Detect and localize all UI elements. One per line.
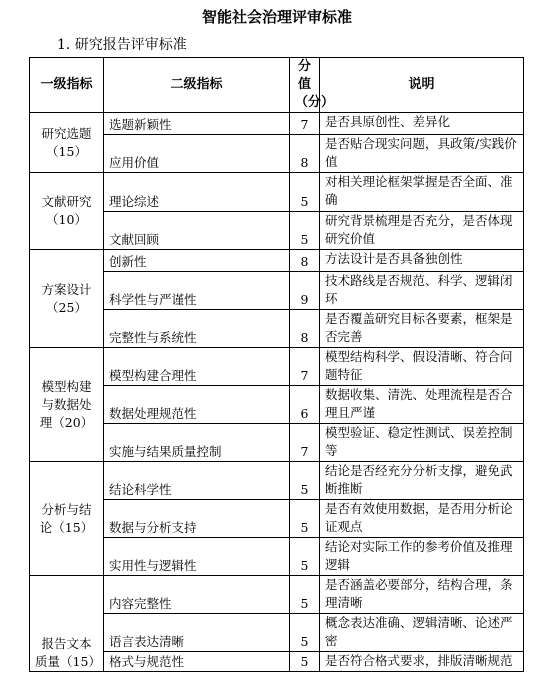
- score-cell: 8: [290, 250, 320, 272]
- level1-label: （15）: [46, 143, 87, 159]
- score-cell: 6: [290, 386, 320, 424]
- header-level1: 一级指标: [30, 58, 104, 113]
- desc-cell: 是否符合格式要求，排版清晰规范: [320, 652, 524, 672]
- desc-cell: 数据收集、清洗、处理流程是否合理且严谨: [320, 386, 524, 424]
- table-row: [30, 614, 524, 652]
- table-row: [30, 424, 524, 462]
- level2-cell: 理论综述: [104, 173, 290, 212]
- table-row: [30, 113, 524, 135]
- desc-cell: 对相关理论框架掌握是否全面、准确: [320, 173, 524, 212]
- level1-cell: [30, 576, 104, 672]
- desc-cell: 是否具原创性、差异化: [320, 113, 524, 135]
- level1-label: 研究选题: [41, 125, 92, 141]
- level2-cell: 数据处理规范性: [104, 386, 290, 424]
- level2-cell: 数据与分析支持: [104, 500, 290, 538]
- table-row: [30, 652, 524, 672]
- level2-cell: 完整性与系统性: [104, 310, 290, 348]
- score-cell: 8: [290, 310, 320, 348]
- score-cell: 7: [290, 113, 320, 135]
- level1-label: （25）: [46, 299, 87, 315]
- level1-label: 文献研究: [41, 194, 92, 209]
- desc-cell: 是否有效使用数据，是否用分析论证观点: [320, 500, 524, 538]
- table-header-row: [30, 58, 524, 113]
- score-cell: 5: [290, 173, 320, 212]
- level2-cell: 实施与结果质量控制: [104, 424, 290, 462]
- level2-cell: 科学性与严谨性: [104, 272, 290, 310]
- level1-label: 分析与结: [41, 501, 92, 517]
- header-score: [290, 58, 335, 113]
- desc-cell: 是否覆盖研究目标各要素，框架是否完善: [320, 310, 524, 348]
- table-row: [30, 272, 524, 310]
- level2-cell: 语言表达清晰: [104, 614, 290, 652]
- score-cell: 8: [290, 135, 320, 173]
- score-cell: 7: [290, 348, 320, 386]
- score-cell: 5: [290, 212, 320, 250]
- level1-label: 理（20）: [39, 414, 94, 430]
- level1-cell: [30, 173, 104, 250]
- level2-cell: 应用价值: [104, 135, 290, 173]
- level2-cell: 实用性与逻辑性: [104, 538, 290, 576]
- section-heading: 1. 研究报告评审标准: [57, 37, 187, 53]
- level2-cell: 内容完整性: [104, 576, 290, 614]
- score-cell: 7: [290, 424, 320, 462]
- level2-cell: 文献回顾: [104, 212, 290, 250]
- table-row: [30, 212, 524, 250]
- desc-cell: 概念表达准确、逻辑清晰、论述严密: [320, 614, 524, 652]
- level1-cell: [30, 462, 104, 576]
- level1-label: 与数据处: [41, 396, 92, 412]
- score-cell: 5: [290, 576, 320, 614]
- table-row: [30, 135, 524, 173]
- desc-cell: 结论是否经充分分析支撑，避免武断推断: [320, 462, 524, 500]
- score-cell: 5: [290, 538, 320, 576]
- table-row: [30, 462, 524, 500]
- desc-cell: 模型验证、稳定性测试、误差控制等: [320, 424, 524, 462]
- level1-cell: [30, 113, 104, 173]
- level2-cell: 结论科学性: [104, 462, 290, 500]
- header-score-line2: （分）: [295, 95, 335, 110]
- table-row: [30, 310, 524, 348]
- table-row: [30, 173, 524, 212]
- desc-cell: 方法设计是否具备独创性: [320, 250, 524, 272]
- desc-cell: 研究背景梳理是否充分，是否体现研究价值: [320, 212, 524, 250]
- desc-cell: 是否涵盖必要部分，结构合理，条理清晰: [320, 576, 524, 614]
- desc-cell: 技术路线是否规范、科学、逻辑闭环: [320, 272, 524, 310]
- header-level2: 二级指标: [104, 58, 290, 113]
- level1-label: 质量（15）: [35, 654, 101, 669]
- level2-cell: 选题新颖性: [104, 113, 290, 135]
- score-cell: 5: [290, 652, 320, 672]
- level1-label: 方案设计: [41, 281, 92, 297]
- level1-label: 模型构建: [41, 378, 92, 394]
- level2-cell: 创新性: [104, 250, 290, 272]
- level1-cell: [30, 250, 104, 348]
- score-cell: 9: [290, 272, 320, 310]
- header-desc: 说明: [320, 58, 524, 113]
- level1-label: （10）: [46, 212, 87, 227]
- table-row: [30, 576, 524, 614]
- score-cell: 5: [290, 614, 320, 652]
- desc-cell: 结论对实际工作的参考价值及推理逻辑: [320, 538, 524, 576]
- level1-cell: [30, 348, 104, 462]
- score-cell: 5: [290, 462, 320, 500]
- table-row: [30, 250, 524, 272]
- table-row: [30, 386, 524, 424]
- score-cell: 5: [290, 500, 320, 538]
- header-score-line1: 分值: [297, 59, 311, 92]
- criteria-table: [29, 57, 524, 672]
- desc-cell: 是否贴合现实问题，具政策/实践价值: [320, 135, 524, 173]
- document-title: 智能社会治理评审标准: [201, 8, 352, 26]
- table-row: [30, 348, 524, 386]
- table-row: [30, 500, 524, 538]
- level2-cell: 模型构建合理性: [104, 348, 290, 386]
- table-row: [30, 538, 524, 576]
- level2-cell: 格式与规范性: [104, 652, 290, 672]
- level1-label: 论（15）: [39, 519, 94, 535]
- level1-label: 报告文本: [41, 636, 92, 651]
- desc-cell: 模型结构科学、假设清晰、符合问题特征: [320, 348, 524, 386]
